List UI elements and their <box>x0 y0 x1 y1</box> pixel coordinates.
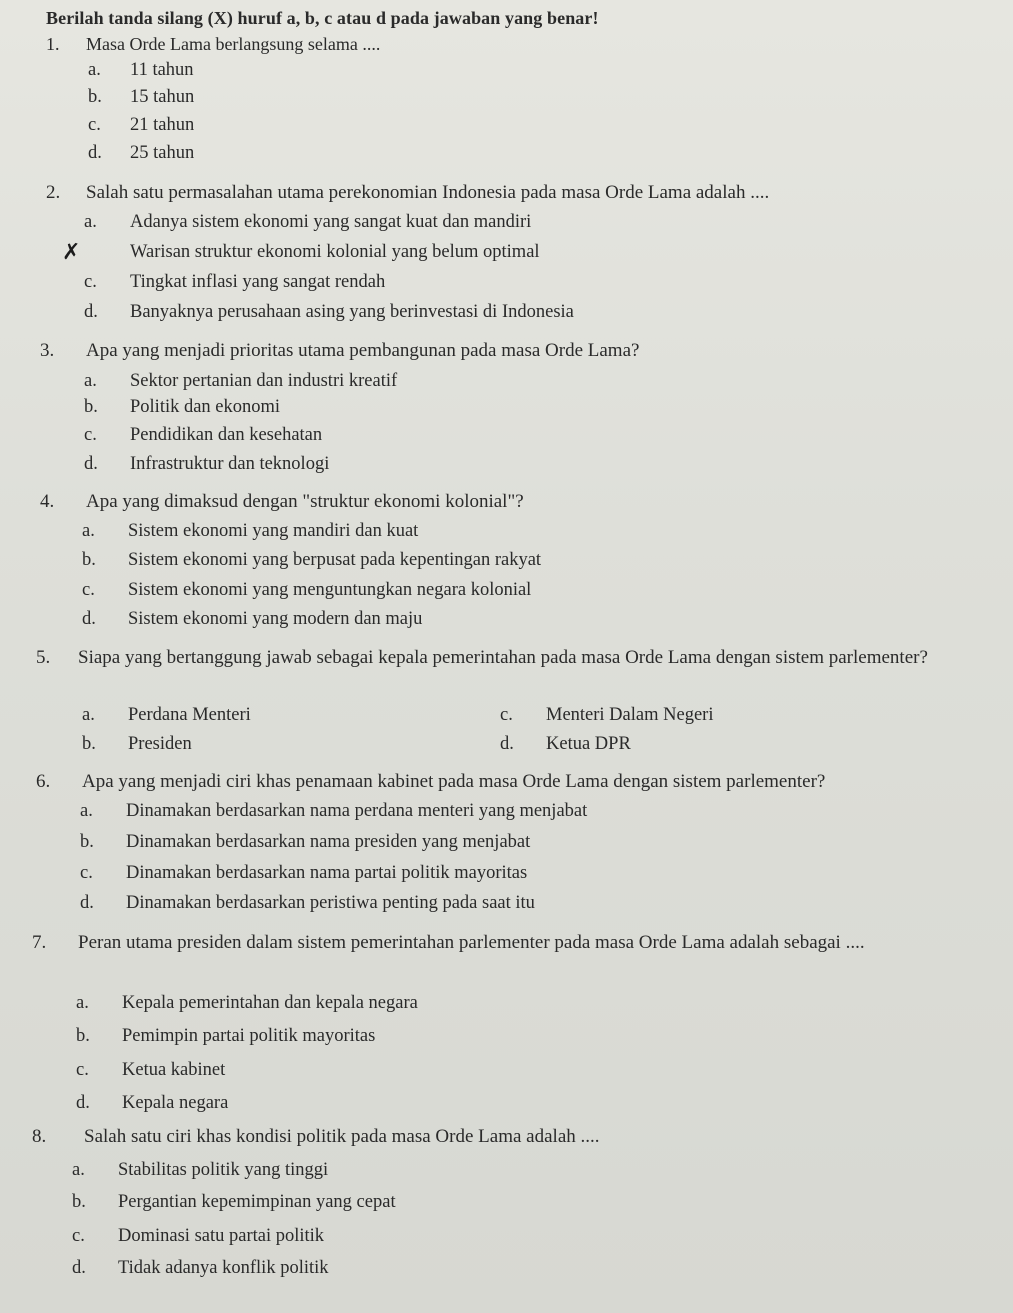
option-text: Sistem ekonomi yang berpusat pada kepentingan rakyat <box>128 550 542 570</box>
question-4 <box>40 491 524 513</box>
option-8a[interactable] <box>72 1160 328 1181</box>
option-letter: c. <box>84 272 97 292</box>
option-3a[interactable] <box>84 371 397 392</box>
option-letter: d. <box>88 143 102 163</box>
option-1c[interactable] <box>88 115 194 136</box>
option-4a[interactable] <box>82 521 418 542</box>
option-letter: b. <box>88 87 102 107</box>
question-text: Apa yang menjadi prioritas utama pembangunan pada masa Orde Lama? <box>86 340 640 361</box>
option-1a[interactable] <box>88 60 194 81</box>
option-text: Infrastruktur dan teknologi <box>130 454 330 474</box>
option-text: Adanya sistem ekonomi yang sangat kuat dan mandiri <box>130 212 532 232</box>
question-3 <box>40 340 639 362</box>
option-6d[interactable] <box>80 893 535 914</box>
option-letter: a. <box>76 993 89 1013</box>
option-letter: b. <box>72 1192 86 1212</box>
option-text: Sistem ekonomi yang menguntungkan negara kolonial <box>128 580 532 600</box>
option-6b[interactable] <box>80 832 530 853</box>
option-letter: d. <box>80 893 94 913</box>
option-6c[interactable] <box>80 863 527 884</box>
option-letter: d. <box>84 454 98 474</box>
option-text: Dinamakan berdasarkan nama partai politik mayoritas <box>126 863 528 883</box>
option-text: Pendidikan dan kesehatan <box>130 425 323 445</box>
option-letter: a. <box>88 60 101 80</box>
option-letter: c. <box>76 1060 89 1080</box>
option-text: Tingkat inflasi yang sangat rendah <box>130 272 386 292</box>
option-text: Tidak adanya konflik politik <box>118 1258 329 1278</box>
option-text: Dinamakan berdasarkan nama perdana menteri yang menjabat <box>126 801 588 821</box>
option-letter: c. <box>80 863 93 883</box>
option-2d[interactable] <box>84 302 574 323</box>
option-text: Dinamakan berdasarkan peristiwa penting pada saat itu <box>126 893 535 913</box>
option-text: 11 tahun <box>130 60 194 80</box>
option-letter: a. <box>84 212 97 232</box>
option-text: Politik dan ekonomi <box>130 397 281 417</box>
option-letter: a. <box>72 1160 85 1180</box>
question-6 <box>36 771 825 793</box>
option-text: Banyaknya perusahaan asing yang berinvestasi di Indonesia <box>130 302 574 322</box>
question-8 <box>32 1126 600 1148</box>
option-4b[interactable] <box>82 550 541 571</box>
option-text: Sistem ekonomi yang mandiri dan kuat <box>128 521 419 541</box>
question-text: Apa yang dimaksud dengan "struktur ekonomi kolonial"? <box>86 491 524 512</box>
option-8d[interactable] <box>72 1258 329 1279</box>
option-text: Dinamakan berdasarkan nama presiden yang menjabat <box>126 832 531 852</box>
option-1d[interactable] <box>88 143 194 164</box>
option-text: Menteri Dalam Negeri <box>546 705 714 725</box>
option-5c[interactable] <box>500 705 713 726</box>
question-number: 7. <box>32 932 47 953</box>
option-letter: d. <box>82 609 96 629</box>
question-number: 8. <box>32 1126 47 1147</box>
question-number: 1. <box>46 34 60 54</box>
option-6a[interactable] <box>80 801 587 822</box>
option-8c[interactable] <box>72 1226 324 1247</box>
instruction-heading: Berilah tanda silang (X) huruf a, b, c atau d pada jawaban yang benar! <box>46 8 599 28</box>
option-text: Kepala pemerintahan dan kepala negara <box>122 993 418 1013</box>
question-number: 5. <box>36 647 51 668</box>
option-letter: b. <box>76 1026 90 1046</box>
option-7d[interactable] <box>76 1093 228 1114</box>
option-8b[interactable] <box>72 1192 396 1213</box>
option-5b[interactable] <box>82 734 192 755</box>
option-letter: b. <box>82 734 96 754</box>
question-text: Apa yang menjadi ciri khas penamaan kabinet pada masa Orde Lama dengan sistem parlementer? <box>82 771 826 792</box>
option-2b[interactable] <box>84 242 540 263</box>
handwritten-x-mark: ✗ <box>62 240 81 265</box>
option-letter: d. <box>84 302 98 322</box>
option-text: Perdana Menteri <box>128 705 251 725</box>
option-2c[interactable] <box>84 272 385 293</box>
question-text: Salah satu permasalahan utama perekonomian Indonesia pada masa Orde Lama adalah .... <box>86 182 770 203</box>
option-text: 15 tahun <box>130 87 195 107</box>
question-text: Peran utama presiden dalam sistem pemerintahan parlementer pada masa Orde Lama adalah sebagai .... <box>78 932 865 953</box>
question-5 <box>36 642 946 674</box>
question-7 <box>32 926 967 960</box>
option-text: Kepala negara <box>122 1093 229 1113</box>
option-letter: c. <box>72 1226 85 1246</box>
option-text: Presiden <box>128 734 192 754</box>
option-text: Pergantian kepemimpinan yang cepat <box>118 1192 396 1212</box>
option-letter: a. <box>82 521 95 541</box>
option-7b[interactable] <box>76 1026 375 1047</box>
option-7a[interactable] <box>76 993 418 1014</box>
question-2 <box>46 182 769 204</box>
option-letter: a. <box>82 705 95 725</box>
question-number: 3. <box>40 340 55 361</box>
option-3b[interactable] <box>84 397 280 418</box>
option-5d[interactable] <box>500 734 631 755</box>
option-text: 21 tahun <box>130 115 195 135</box>
option-letter: b. <box>80 832 94 852</box>
option-text: Ketua kabinet <box>122 1060 226 1080</box>
option-text: Ketua DPR <box>546 734 631 754</box>
question-number: 6. <box>36 771 51 792</box>
option-text: Dominasi satu partai politik <box>118 1226 325 1246</box>
option-text: Sistem ekonomi yang modern dan maju <box>128 609 423 629</box>
option-letter: d. <box>76 1093 90 1113</box>
option-text: Pemimpin partai politik mayoritas <box>122 1026 376 1046</box>
option-letter: c. <box>84 425 97 445</box>
question-text: Masa Orde Lama berlangsung selama .... <box>86 34 381 54</box>
option-text: 25 tahun <box>130 143 195 163</box>
question-1 <box>46 34 380 55</box>
option-letter: d. <box>72 1258 86 1278</box>
option-5a[interactable] <box>82 705 251 726</box>
question-text: Siapa yang bertanggung jawab sebagai kepala pemerintahan pada masa Orde Lama dengan sistem parlementer? <box>78 647 928 668</box>
option-3d[interactable] <box>84 454 329 475</box>
option-letter: b. <box>84 397 98 417</box>
option-3c[interactable] <box>84 425 322 446</box>
option-2a[interactable] <box>84 212 531 233</box>
option-4d[interactable] <box>82 609 422 630</box>
question-number: 2. <box>46 182 61 203</box>
option-letter: c. <box>500 705 513 725</box>
option-7c[interactable] <box>76 1060 225 1081</box>
option-4c[interactable] <box>82 580 531 601</box>
question-number: 4. <box>40 491 55 512</box>
option-1b[interactable] <box>88 87 194 108</box>
option-letter: c. <box>88 115 101 135</box>
question-text: Salah satu ciri khas kondisi politik pada masa Orde Lama adalah .... <box>84 1126 600 1147</box>
option-letter: d. <box>500 734 514 754</box>
option-letter: a. <box>84 371 97 391</box>
option-letter: b. <box>82 550 96 570</box>
option-text: Sektor pertanian dan industri kreatif <box>130 371 398 391</box>
option-text: Stabilitas politik yang tinggi <box>118 1160 329 1180</box>
option-text: Warisan struktur ekonomi kolonial yang belum optimal <box>130 242 540 262</box>
option-letter: c. <box>82 580 95 600</box>
option-letter: a. <box>80 801 93 821</box>
